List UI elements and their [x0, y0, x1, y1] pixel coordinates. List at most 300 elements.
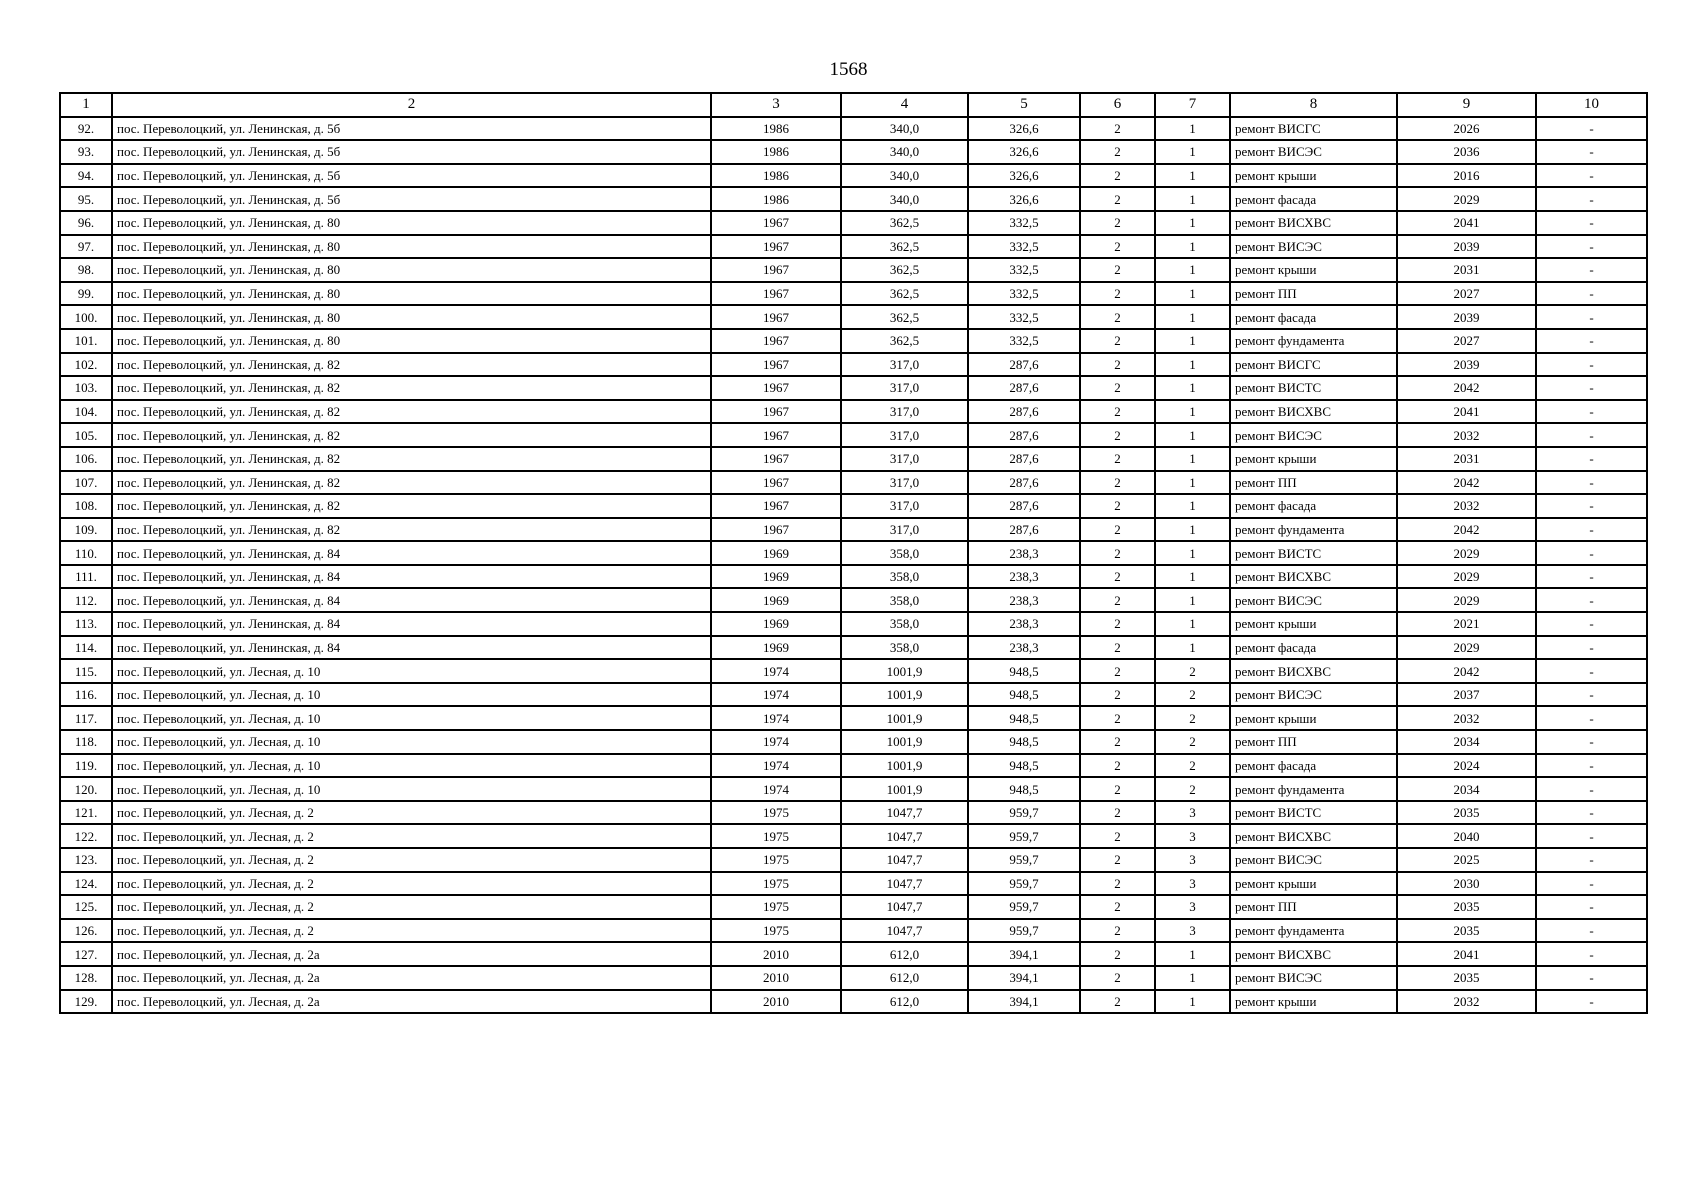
cell-living-area: 287,6 — [968, 353, 1080, 377]
cell-entrances: 2 — [1155, 683, 1230, 707]
cell-entrances: 1 — [1155, 541, 1230, 565]
cell-note: - — [1536, 353, 1647, 377]
cell-year-built: 1975 — [711, 848, 841, 872]
table-row — [60, 140, 1647, 164]
cell-planned-year: 2041 — [1397, 211, 1536, 235]
cell-year-built: 1969 — [711, 588, 841, 612]
cell-note: - — [1536, 872, 1647, 896]
cell-entrances: 3 — [1155, 895, 1230, 919]
cell-year-built: 1975 — [711, 801, 841, 825]
cell-total-area: 362,5 — [841, 258, 968, 282]
cell-planned-year: 2026 — [1397, 117, 1536, 141]
cell-entrances: 1 — [1155, 117, 1230, 141]
cell-row-number: 112. — [60, 588, 112, 612]
cell-work-type: ремонт фасада — [1230, 754, 1397, 778]
cell-address: пос. Переволоцкий, ул. Ленинская, д. 82 — [112, 400, 711, 424]
cell-address: пос. Переволоцкий, ул. Лесная, д. 10 — [112, 683, 711, 707]
cell-address: пос. Переволоцкий, ул. Ленинская, д. 82 — [112, 353, 711, 377]
cell-floors: 2 — [1080, 942, 1155, 966]
cell-note: - — [1536, 494, 1647, 518]
cell-row-number: 94. — [60, 164, 112, 188]
cell-floors: 2 — [1080, 423, 1155, 447]
cell-year-built: 1974 — [711, 683, 841, 707]
cell-note: - — [1536, 588, 1647, 612]
table-row — [60, 872, 1647, 896]
table-row — [60, 117, 1647, 141]
cell-entrances: 1 — [1155, 258, 1230, 282]
cell-entrances: 1 — [1155, 518, 1230, 542]
cell-living-area: 332,5 — [968, 235, 1080, 259]
cell-total-area: 362,5 — [841, 305, 968, 329]
cell-floors: 2 — [1080, 140, 1155, 164]
cell-planned-year: 2042 — [1397, 471, 1536, 495]
cell-entrances: 1 — [1155, 187, 1230, 211]
cell-address: пос. Переволоцкий, ул. Ленинская, д. 82 — [112, 447, 711, 471]
cell-address: пос. Переволоцкий, ул. Ленинская, д. 80 — [112, 282, 711, 306]
cell-work-type: ремонт ПП — [1230, 895, 1397, 919]
cell-row-number: 108. — [60, 494, 112, 518]
cell-planned-year: 2024 — [1397, 754, 1536, 778]
cell-entrances: 1 — [1155, 966, 1230, 990]
table-row — [60, 258, 1647, 282]
cell-address: пос. Переволоцкий, ул. Ленинская, д. 82 — [112, 471, 711, 495]
cell-entrances: 1 — [1155, 140, 1230, 164]
cell-entrances: 1 — [1155, 471, 1230, 495]
cell-total-area: 317,0 — [841, 518, 968, 542]
cell-year-built: 1967 — [711, 353, 841, 377]
cell-floors: 2 — [1080, 801, 1155, 825]
cell-address: пос. Переволоцкий, ул. Ленинская, д. 82 — [112, 494, 711, 518]
cell-planned-year: 2029 — [1397, 565, 1536, 589]
cell-floors: 2 — [1080, 612, 1155, 636]
cell-planned-year: 2029 — [1397, 187, 1536, 211]
cell-floors: 2 — [1080, 588, 1155, 612]
cell-planned-year: 2034 — [1397, 730, 1536, 754]
cell-planned-year: 2041 — [1397, 400, 1536, 424]
cell-living-area: 948,5 — [968, 659, 1080, 683]
cell-total-area: 1001,9 — [841, 706, 968, 730]
table-row — [60, 518, 1647, 542]
cell-living-area: 948,5 — [968, 706, 1080, 730]
cell-planned-year: 2039 — [1397, 235, 1536, 259]
cell-year-built: 1974 — [711, 659, 841, 683]
cell-living-area: 238,3 — [968, 541, 1080, 565]
cell-note: - — [1536, 471, 1647, 495]
cell-living-area: 959,7 — [968, 872, 1080, 896]
cell-work-type: ремонт ПП — [1230, 471, 1397, 495]
cell-year-built: 2010 — [711, 966, 841, 990]
cell-entrances: 3 — [1155, 824, 1230, 848]
table-row — [60, 966, 1647, 990]
table-row — [60, 282, 1647, 306]
table-row — [60, 541, 1647, 565]
cell-living-area: 332,5 — [968, 211, 1080, 235]
cell-note: - — [1536, 518, 1647, 542]
cell-work-type: ремонт ВИСГС — [1230, 353, 1397, 377]
cell-floors: 2 — [1080, 471, 1155, 495]
table-row — [60, 801, 1647, 825]
cell-work-type: ремонт фундамента — [1230, 329, 1397, 353]
cell-living-area: 238,3 — [968, 588, 1080, 612]
cell-row-number: 124. — [60, 872, 112, 896]
cell-entrances: 3 — [1155, 848, 1230, 872]
cell-total-area: 340,0 — [841, 187, 968, 211]
cell-work-type: ремонт ВИСЭС — [1230, 140, 1397, 164]
column-header-address: 2 — [112, 93, 711, 117]
cell-total-area: 1047,7 — [841, 801, 968, 825]
cell-floors: 2 — [1080, 353, 1155, 377]
cell-note: - — [1536, 258, 1647, 282]
cell-entrances: 1 — [1155, 329, 1230, 353]
cell-year-built: 1967 — [711, 376, 841, 400]
table-row — [60, 494, 1647, 518]
cell-row-number: 93. — [60, 140, 112, 164]
cell-work-type: ремонт ВИСХВС — [1230, 942, 1397, 966]
cell-planned-year: 2031 — [1397, 258, 1536, 282]
cell-year-built: 1967 — [711, 423, 841, 447]
cell-total-area: 1001,9 — [841, 730, 968, 754]
cell-living-area: 959,7 — [968, 824, 1080, 848]
cell-note: - — [1536, 423, 1647, 447]
cell-planned-year: 2035 — [1397, 895, 1536, 919]
cell-total-area: 317,0 — [841, 471, 968, 495]
cell-total-area: 317,0 — [841, 376, 968, 400]
cell-living-area: 287,6 — [968, 471, 1080, 495]
column-header-row-number: 1 — [60, 93, 112, 117]
cell-total-area: 1047,7 — [841, 919, 968, 943]
table-row — [60, 164, 1647, 188]
cell-address: пос. Переволоцкий, ул. Лесная, д. 2 — [112, 872, 711, 896]
cell-year-built: 1975 — [711, 824, 841, 848]
cell-row-number: 122. — [60, 824, 112, 848]
cell-note: - — [1536, 919, 1647, 943]
cell-address: пос. Переволоцкий, ул. Ленинская, д. 5б — [112, 164, 711, 188]
cell-work-type: ремонт крыши — [1230, 706, 1397, 730]
cell-planned-year: 2037 — [1397, 683, 1536, 707]
cell-living-area: 326,6 — [968, 117, 1080, 141]
cell-address: пос. Переволоцкий, ул. Ленинская, д. 5б — [112, 187, 711, 211]
table-row — [60, 376, 1647, 400]
cell-total-area: 1001,9 — [841, 683, 968, 707]
cell-planned-year: 2041 — [1397, 942, 1536, 966]
cell-row-number: 107. — [60, 471, 112, 495]
table-row — [60, 777, 1647, 801]
column-header-entrances: 7 — [1155, 93, 1230, 117]
table-row — [60, 353, 1647, 377]
cell-row-number: 116. — [60, 683, 112, 707]
cell-planned-year: 2029 — [1397, 588, 1536, 612]
column-header-planned-year: 9 — [1397, 93, 1536, 117]
column-header-floors: 6 — [1080, 93, 1155, 117]
cell-floors: 2 — [1080, 730, 1155, 754]
cell-living-area: 948,5 — [968, 683, 1080, 707]
cell-living-area: 238,3 — [968, 612, 1080, 636]
cell-total-area: 612,0 — [841, 990, 968, 1014]
cell-work-type: ремонт ВИСХВС — [1230, 659, 1397, 683]
table-row — [60, 329, 1647, 353]
cell-floors: 2 — [1080, 211, 1155, 235]
cell-row-number: 99. — [60, 282, 112, 306]
cell-work-type: ремонт ВИСЭС — [1230, 235, 1397, 259]
cell-planned-year: 2042 — [1397, 659, 1536, 683]
cell-work-type: ремонт фасада — [1230, 305, 1397, 329]
cell-floors: 2 — [1080, 400, 1155, 424]
cell-total-area: 358,0 — [841, 636, 968, 660]
cell-floors: 2 — [1080, 824, 1155, 848]
cell-address: пос. Переволоцкий, ул. Ленинская, д. 84 — [112, 612, 711, 636]
cell-row-number: 126. — [60, 919, 112, 943]
table-row — [60, 565, 1647, 589]
cell-entrances: 2 — [1155, 730, 1230, 754]
cell-note: - — [1536, 541, 1647, 565]
cell-planned-year: 2029 — [1397, 541, 1536, 565]
cell-note: - — [1536, 990, 1647, 1014]
table-row — [60, 588, 1647, 612]
table-row — [60, 990, 1647, 1014]
cell-planned-year: 2042 — [1397, 376, 1536, 400]
cell-work-type: ремонт крыши — [1230, 258, 1397, 282]
cell-planned-year: 2035 — [1397, 919, 1536, 943]
cell-planned-year: 2042 — [1397, 518, 1536, 542]
cell-row-number: 105. — [60, 423, 112, 447]
cell-planned-year: 2027 — [1397, 329, 1536, 353]
cell-floors: 2 — [1080, 117, 1155, 141]
cell-living-area: 332,5 — [968, 258, 1080, 282]
cell-row-number: 110. — [60, 541, 112, 565]
cell-planned-year: 2031 — [1397, 447, 1536, 471]
cell-total-area: 358,0 — [841, 565, 968, 589]
cell-note: - — [1536, 801, 1647, 825]
cell-address: пос. Переволоцкий, ул. Ленинская, д. 80 — [112, 305, 711, 329]
cell-work-type: ремонт крыши — [1230, 447, 1397, 471]
cell-note: - — [1536, 848, 1647, 872]
table-row — [60, 683, 1647, 707]
cell-year-built: 1967 — [711, 447, 841, 471]
cell-work-type: ремонт ВИСЭС — [1230, 588, 1397, 612]
cell-living-area: 394,1 — [968, 942, 1080, 966]
table-row — [60, 400, 1647, 424]
table-row — [60, 848, 1647, 872]
cell-total-area: 362,5 — [841, 211, 968, 235]
cell-total-area: 1001,9 — [841, 754, 968, 778]
cell-work-type: ремонт фундамента — [1230, 919, 1397, 943]
cell-floors: 2 — [1080, 872, 1155, 896]
cell-entrances: 2 — [1155, 706, 1230, 730]
cell-work-type: ремонт фундамента — [1230, 518, 1397, 542]
cell-total-area: 317,0 — [841, 494, 968, 518]
column-header-year-built: 3 — [711, 93, 841, 117]
cell-work-type: ремонт ВИСХВС — [1230, 824, 1397, 848]
cell-floors: 2 — [1080, 990, 1155, 1014]
cell-total-area: 1047,7 — [841, 824, 968, 848]
cell-note: - — [1536, 187, 1647, 211]
cell-floors: 2 — [1080, 706, 1155, 730]
cell-entrances: 1 — [1155, 612, 1230, 636]
cell-row-number: 117. — [60, 706, 112, 730]
column-header-work-type: 8 — [1230, 93, 1397, 117]
cell-total-area: 340,0 — [841, 164, 968, 188]
cell-row-number: 121. — [60, 801, 112, 825]
cell-note: - — [1536, 730, 1647, 754]
cell-planned-year: 2040 — [1397, 824, 1536, 848]
cell-floors: 2 — [1080, 541, 1155, 565]
cell-row-number: 129. — [60, 990, 112, 1014]
cell-note: - — [1536, 305, 1647, 329]
cell-year-built: 1969 — [711, 565, 841, 589]
cell-total-area: 317,0 — [841, 353, 968, 377]
cell-entrances: 1 — [1155, 447, 1230, 471]
cell-entrances: 1 — [1155, 164, 1230, 188]
cell-row-number: 119. — [60, 754, 112, 778]
cell-floors: 2 — [1080, 282, 1155, 306]
cell-living-area: 959,7 — [968, 919, 1080, 943]
cell-work-type: ремонт ПП — [1230, 282, 1397, 306]
cell-work-type: ремонт ВИСЭС — [1230, 683, 1397, 707]
cell-entrances: 1 — [1155, 636, 1230, 660]
table-row — [60, 919, 1647, 943]
cell-entrances: 1 — [1155, 353, 1230, 377]
cell-total-area: 340,0 — [841, 140, 968, 164]
cell-floors: 2 — [1080, 494, 1155, 518]
cell-work-type: ремонт фасада — [1230, 187, 1397, 211]
cell-note: - — [1536, 282, 1647, 306]
cell-row-number: 101. — [60, 329, 112, 353]
cell-year-built: 1974 — [711, 754, 841, 778]
cell-address: пос. Переволоцкий, ул. Ленинская, д. 80 — [112, 329, 711, 353]
cell-planned-year: 2039 — [1397, 353, 1536, 377]
cell-address: пос. Переволоцкий, ул. Лесная, д. 2а — [112, 942, 711, 966]
cell-floors: 2 — [1080, 848, 1155, 872]
cell-entrances: 1 — [1155, 588, 1230, 612]
cell-planned-year: 2021 — [1397, 612, 1536, 636]
cell-entrances: 1 — [1155, 305, 1230, 329]
cell-row-number: 109. — [60, 518, 112, 542]
cell-row-number: 92. — [60, 117, 112, 141]
cell-note: - — [1536, 895, 1647, 919]
cell-entrances: 3 — [1155, 872, 1230, 896]
cell-total-area: 1047,7 — [841, 848, 968, 872]
cell-row-number: 111. — [60, 565, 112, 589]
cell-year-built: 1967 — [711, 471, 841, 495]
page-number: 1568 — [829, 59, 868, 80]
cell-note: - — [1536, 565, 1647, 589]
cell-living-area: 326,6 — [968, 164, 1080, 188]
cell-living-area: 394,1 — [968, 990, 1080, 1014]
cell-note: - — [1536, 777, 1647, 801]
cell-work-type: ремонт ВИСЭС — [1230, 848, 1397, 872]
cell-floors: 2 — [1080, 754, 1155, 778]
table-row — [60, 659, 1647, 683]
cell-floors: 2 — [1080, 636, 1155, 660]
cell-year-built: 1974 — [711, 706, 841, 730]
table-row — [60, 754, 1647, 778]
cell-total-area: 358,0 — [841, 588, 968, 612]
table-row — [60, 211, 1647, 235]
cell-work-type: ремонт фасада — [1230, 636, 1397, 660]
cell-entrances: 1 — [1155, 942, 1230, 966]
cell-year-built: 1967 — [711, 518, 841, 542]
cell-row-number: 127. — [60, 942, 112, 966]
table-row — [60, 706, 1647, 730]
cell-total-area: 317,0 — [841, 447, 968, 471]
cell-planned-year: 2025 — [1397, 848, 1536, 872]
cell-work-type: ремонт крыши — [1230, 164, 1397, 188]
cell-year-built: 1975 — [711, 919, 841, 943]
cell-address: пос. Переволоцкий, ул. Ленинская, д. 84 — [112, 636, 711, 660]
cell-living-area: 238,3 — [968, 636, 1080, 660]
cell-work-type: ремонт ВИСХВС — [1230, 400, 1397, 424]
cell-planned-year: 2032 — [1397, 990, 1536, 1014]
cell-work-type: ремонт фасада — [1230, 494, 1397, 518]
cell-address: пос. Переволоцкий, ул. Ленинская, д. 84 — [112, 565, 711, 589]
cell-work-type: ремонт ВИСТС — [1230, 801, 1397, 825]
cell-year-built: 1967 — [711, 329, 841, 353]
table-row — [60, 636, 1647, 660]
cell-work-type: ремонт ВИСЭС — [1230, 966, 1397, 990]
cell-address: пос. Переволоцкий, ул. Ленинская, д. 80 — [112, 258, 711, 282]
cell-planned-year: 2039 — [1397, 305, 1536, 329]
cell-note: - — [1536, 754, 1647, 778]
cell-address: пос. Переволоцкий, ул. Лесная, д. 2 — [112, 801, 711, 825]
cell-work-type: ремонт крыши — [1230, 872, 1397, 896]
table-row — [60, 612, 1647, 636]
cell-total-area: 1047,7 — [841, 872, 968, 896]
cell-planned-year: 2030 — [1397, 872, 1536, 896]
cell-entrances: 2 — [1155, 777, 1230, 801]
table-row — [60, 824, 1647, 848]
cell-note: - — [1536, 376, 1647, 400]
cell-year-built: 1969 — [711, 541, 841, 565]
cell-floors: 2 — [1080, 305, 1155, 329]
cell-entrances: 1 — [1155, 282, 1230, 306]
repair-schedule-table — [59, 92, 1648, 1014]
table-row — [60, 235, 1647, 259]
cell-work-type: ремонт фундамента — [1230, 777, 1397, 801]
cell-living-area: 287,6 — [968, 423, 1080, 447]
cell-total-area: 612,0 — [841, 966, 968, 990]
cell-note: - — [1536, 683, 1647, 707]
cell-row-number: 115. — [60, 659, 112, 683]
cell-address: пос. Переволоцкий, ул. Лесная, д. 10 — [112, 659, 711, 683]
cell-note: - — [1536, 164, 1647, 188]
cell-row-number: 106. — [60, 447, 112, 471]
cell-row-number: 118. — [60, 730, 112, 754]
cell-floors: 2 — [1080, 565, 1155, 589]
cell-year-built: 1974 — [711, 777, 841, 801]
cell-living-area: 238,3 — [968, 565, 1080, 589]
cell-note: - — [1536, 966, 1647, 990]
cell-total-area: 317,0 — [841, 400, 968, 424]
table-row — [60, 447, 1647, 471]
cell-total-area: 340,0 — [841, 117, 968, 141]
cell-note: - — [1536, 942, 1647, 966]
cell-address: пос. Переволоцкий, ул. Лесная, д. 2 — [112, 919, 711, 943]
cell-work-type: ремонт ВИСХВС — [1230, 565, 1397, 589]
cell-year-built: 1967 — [711, 258, 841, 282]
cell-address: пос. Переволоцкий, ул. Ленинская, д. 80 — [112, 211, 711, 235]
cell-work-type: ремонт ВИСТС — [1230, 541, 1397, 565]
cell-year-built: 1967 — [711, 400, 841, 424]
cell-work-type: ремонт крыши — [1230, 612, 1397, 636]
cell-floors: 2 — [1080, 683, 1155, 707]
cell-living-area: 287,6 — [968, 494, 1080, 518]
table-row — [60, 305, 1647, 329]
cell-planned-year: 2036 — [1397, 140, 1536, 164]
cell-planned-year: 2032 — [1397, 706, 1536, 730]
table-row — [60, 942, 1647, 966]
cell-floors: 2 — [1080, 235, 1155, 259]
table-body — [60, 117, 1647, 1014]
